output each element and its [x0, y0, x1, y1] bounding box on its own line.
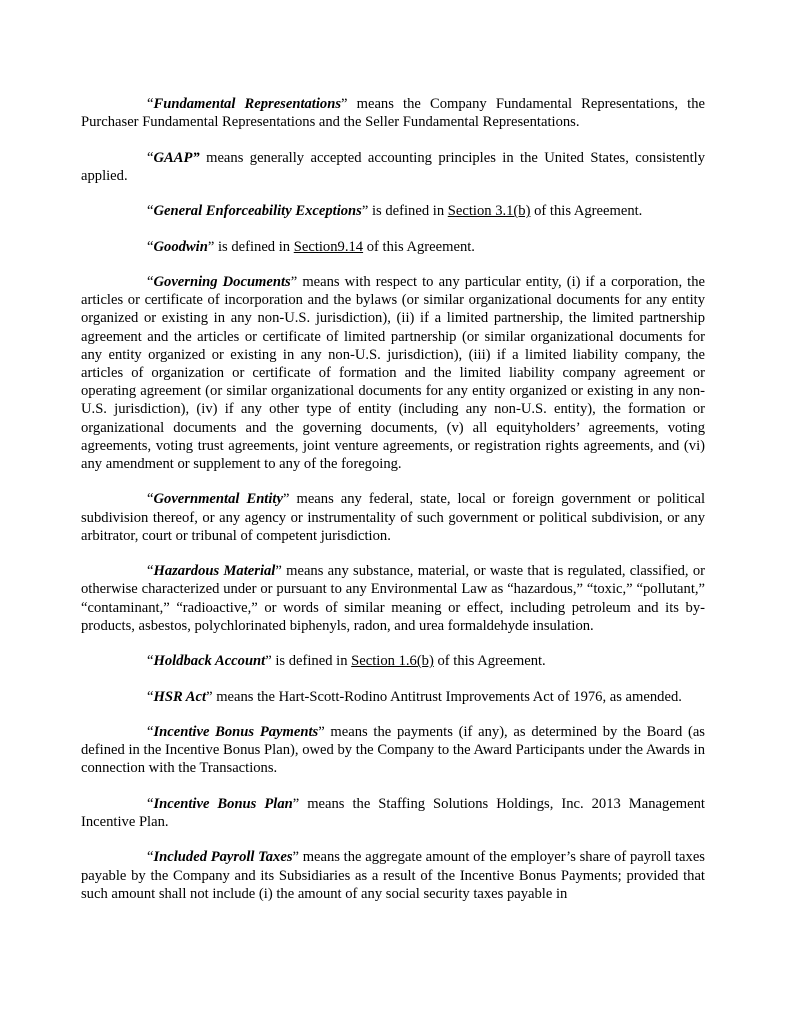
section-reference: Section 1.6(b) [351, 653, 434, 670]
definition-included-payroll-taxes [81, 848, 705, 903]
defined-term: HSR Act [153, 688, 207, 705]
definition-text: ” means with respect to any particular entity, (i) if a corporation, the articles or certificate of incorporation and the bylaws (or similar organizational documents for any entity organized or existing in any non-U.S. jurisdiction), (ii) if a limited partnership, the limited partnership agreement and the articles or certificate of limited partnership (or similar organizational documents for any entity organized or existing in any non-U.S. jurisdiction), (iii) if a limited liability company, the articles of organization or certificate of formation and the limited liability company agreement or operating agreement (or similar organizational documents for any entity organized or existing in any non-U.S. jurisdiction), (iv) if any other type of entity (including any non-U.S. entity), the formation or organizational documents and the governing documents, (v) all equityholders’ agreements, voting agreements, voting trust agreements, joint venture agreements, or registration rights agreements, and (vi) any amendment or supplement to any of the foregoing. [81, 273, 706, 472]
definition-text: ” means the aggregate amount of the employer’s share of payroll taxes payable by the Company and its Subsidiaries as a result of the Incentive Bonus Payments; provided that such amount shall not include (i) the amount of any social security taxes payable in [81, 849, 705, 902]
definition-hazardous-material [81, 562, 705, 635]
defined-term: Governmental Entity [153, 491, 283, 508]
definition-text-end: of this Agreement. [530, 203, 643, 220]
defined-term: Fundamental Representations [153, 96, 342, 112]
definition-text: ” is defined in [265, 653, 352, 670]
open-quote: “ [147, 238, 154, 255]
definition-text-end: of this Agreement. [433, 653, 546, 670]
definition-text: ” means any substance, material, or waste that is regulated, classified, or otherwise characterized under or pursuant to any Environmental Law as “hazardous,” “toxic,” “pollutant,” “contaminant,” “radioactive,” or words of similar meaning or effect, including petroleum and its by-products, asbestos, polychlorinated biphenyls, radon, and urea formaldehyde insulation. [81, 563, 705, 634]
definition-text: ” means the payments (if any), as determined by the Board (as defined in the Incentive Bonus Plan), owed by the Company to the Award Participants under the Awards in connection with the Transactions. [81, 723, 705, 777]
open-quote: “ [147, 688, 154, 705]
definition-incentive-bonus-payments [81, 723, 705, 778]
defined-term: Goodwin [153, 238, 208, 255]
defined-term: General Enforceability Exceptions [153, 203, 362, 220]
open-quote: “ [147, 273, 154, 290]
defined-term: Incentive Bonus Plan [153, 795, 293, 812]
defined-term: GAAP” [153, 149, 200, 166]
open-quote: “ [147, 849, 154, 866]
definition-governing-documents [81, 273, 705, 473]
definition-text-end: of this Agreement. [363, 238, 475, 255]
definition-fundamental-representations [81, 95, 705, 131]
open-quote: “ [147, 203, 154, 220]
defined-term: Included Payroll Taxes [153, 849, 293, 866]
definition-gaap [81, 149, 705, 185]
document-page [81, 95, 705, 920]
open-quote: “ [147, 795, 154, 812]
definition-incentive-bonus-plan [81, 795, 705, 831]
definition-text: ” means the Company Fundamental Representations, the Purchaser Fundamental Representations and the Seller Fundamental Representations. [81, 96, 705, 131]
defined-term: Incentive Bonus Payments [153, 723, 319, 740]
open-quote: “ [147, 96, 154, 112]
definition-text: ” means the Staffing Solutions Holdings, Inc. 2013 Management Incentive Plan. [81, 795, 705, 830]
definition-holdback-account [81, 652, 705, 670]
defined-term: Hazardous Material [153, 563, 276, 580]
defined-term: Holdback Account [153, 653, 266, 670]
open-quote: “ [147, 149, 154, 166]
definition-text: ” is defined in [361, 203, 448, 220]
defined-term: Governing Documents [153, 273, 291, 290]
definition-text: ” is defined in [207, 238, 294, 255]
section-reference: Section9.14 [293, 238, 364, 255]
definition-text: means generally accepted accounting principles in the United States, consistently applied. [81, 149, 705, 184]
definition-general-enforceability-exceptions [81, 202, 705, 220]
definition-text: ” means any federal, state, local or foreign government or political subdivision thereof, or any agency or instrumentality of such government or political subdivision, or any arbitrator, court or tribunal of competent jurisdiction. [81, 491, 706, 544]
open-quote: “ [147, 491, 154, 508]
section-reference: Section 3.1(b) [447, 203, 531, 220]
definition-hsr-act [81, 688, 705, 706]
definition-text: ” means the Hart-Scott-Rodino Antitrust Improvements Act of 1976, as amended. [206, 688, 682, 705]
definition-goodwin [81, 238, 705, 256]
definition-governmental-entity [81, 490, 705, 545]
open-quote: “ [147, 723, 154, 740]
open-quote: “ [147, 563, 154, 580]
open-quote: “ [147, 653, 154, 670]
